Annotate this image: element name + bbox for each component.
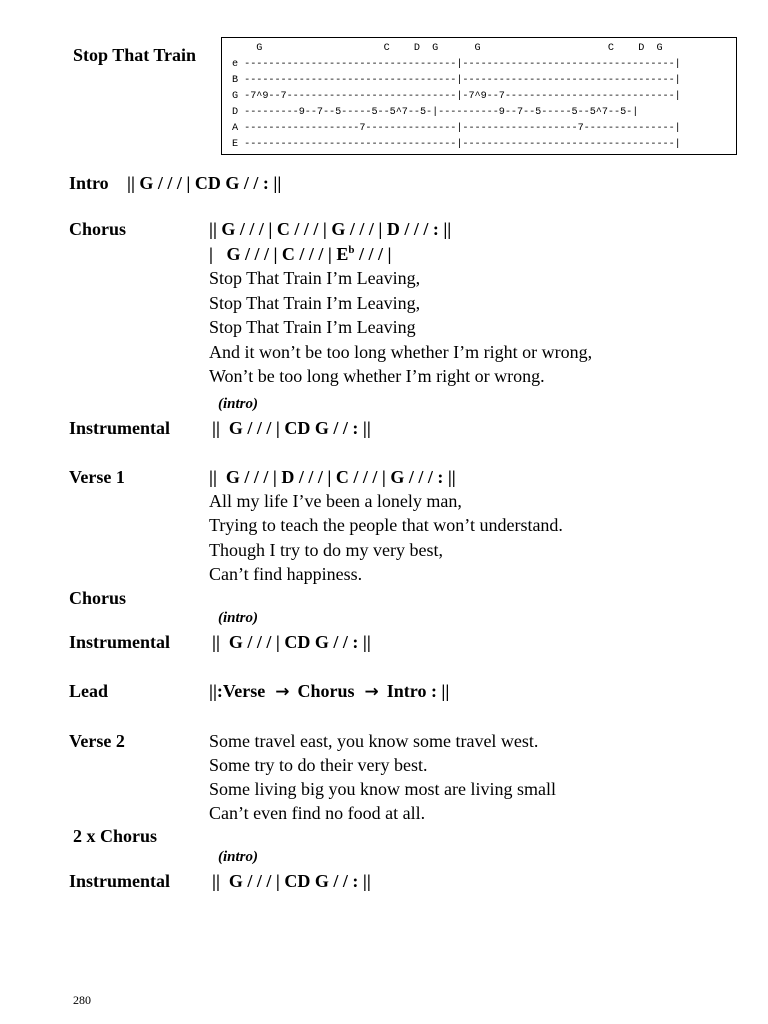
page-number: 280 [73,993,91,1007]
chorus-2x-label: 2 x Chorus [73,826,158,846]
verse1-label: Verse 1 [69,467,125,487]
arrow-right-icon: → [275,682,290,702]
instrumental-chords: || G / / / | CD G / / : || [212,871,371,891]
instrumental-chords: || G / / / | CD G / / : || [212,632,371,652]
lead-label: Lead [69,681,109,701]
verse1-chords: || G / / / | D / / / | C / / / | G / / / : || [209,467,456,487]
verse1-lyric-line: Can’t find happiness. [209,564,363,584]
instrumental-note: (intro) [218,610,259,626]
chorus-ref-label: Chorus [69,588,127,608]
intro-chords: || G / / / | CD G / / : || [127,173,282,193]
instrumental-chords: || G / / / | CD G / / : || [212,418,371,438]
tab-string-g: G -7^9--7----------------------------|-7^9--7----------------------------| [232,91,681,102]
chorus-lyric-line: And it won’t be too long whether I’m right or wrong, [209,342,593,362]
verse1-lyric-line: Trying to teach the people that won’t understand. [209,515,563,535]
chorus-chords-line-2: | G / / / | C / / / | $E^b$ / / / | [209,244,392,264]
tab-string-a: A -------------------7---------------|-------------------7---------------| [232,123,681,134]
tab-chord-line: G C D G G C D G [232,43,663,54]
verse2-lyric-line: Some living big you know most are living small [209,779,556,799]
chorus-chords-line-1: || G / / / | C / / / | G / / / | D / / / : || [209,219,452,239]
intro-label: Intro [69,173,109,193]
instrumental-note: (intro) [218,396,259,412]
chorus-lyric-line: Won’t be too long whether I’m right or wrong. [209,366,545,386]
chorus-lyric-line: Stop That Train I’m Leaving, [209,293,421,313]
lead-sequence: ||:Verse → Chorus → Intro : || [209,681,450,702]
tab-string-b: B -----------------------------------|-----------------------------------| [232,75,681,86]
instrumental-label: Instrumental [69,632,171,652]
chorus-lyric-line: Stop That Train I’m Leaving [209,317,416,337]
verse2-label: Verse 2 [69,731,125,751]
tab-string-low-e: E -----------------------------------|-----------------------------------| [232,139,681,150]
tab-string-d: D ---------9--7--5-----5--5^7--5-|----------9--7--5-----5--5^7--5-| [232,107,639,118]
verse2-lyric-line: Some try to do their very best. [209,755,428,775]
chorus-lyric-line: Stop That Train I’m Leaving, [209,268,421,288]
verse2-lyric-line: Some travel east, you know some travel west. [209,731,539,751]
arrow-right-icon: → [364,682,379,702]
song-title: Stop That Train [73,45,197,65]
verse1-lyric-line: Though I try to do my very best, [209,540,443,560]
instrumental-label: Instrumental [69,418,171,438]
instrumental-label: Instrumental [69,871,171,891]
tablature-box [221,37,737,155]
instrumental-note: (intro) [218,849,259,865]
verse2-lyric-line: Can’t even find no food at all. [209,803,426,823]
tab-string-e: e -----------------------------------|-----------------------------------| [232,59,681,70]
chorus-label: Chorus [69,219,127,239]
verse1-lyric-line: All my life I’ve been a lonely man, [209,491,462,511]
